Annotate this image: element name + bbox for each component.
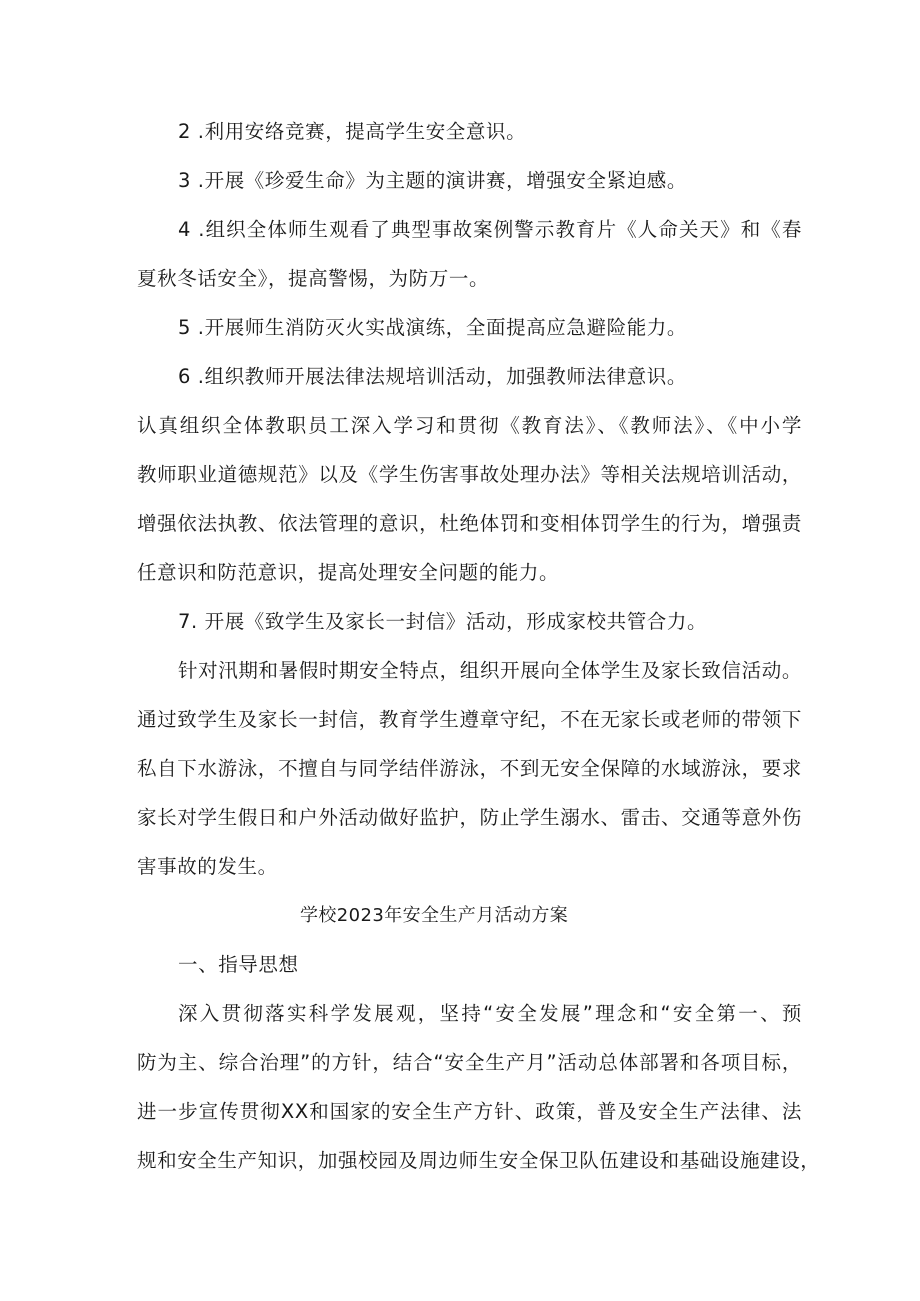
- paragraph-line: 教师职业道德规范》以及《学生伤害事故处理办法》等相关法规培训活动，: [137, 463, 802, 486]
- paragraph-line: 深入贯彻落实科学发展观，坚持“安全发展”理念和“安全第一、预: [178, 1002, 802, 1025]
- section-heading: 一、指导思想: [178, 953, 299, 976]
- paragraph-line: 家长对学生假日和户外活动做好监护，防止学生溺水、雷击、交通等意外伤: [137, 806, 802, 829]
- list-item-4-line-1: 4 .组织全体师生观看了典型事故案例警示教育片《人命关天》和《春: [178, 218, 802, 241]
- paragraph-line: 任意识和防范意识，提高处理安全问题的能力。: [137, 561, 560, 584]
- paragraph-line: 增强依法执教、依法管理的意识，杜绝体罚和变相体罚学生的行为，增强责: [137, 512, 802, 535]
- paragraph-line: 防为主、综合治理”的方针，结合“安全生产月”活动总体部署和各项目标，: [137, 1051, 802, 1074]
- paragraph-line: 私自下水游泳，不擅自与同学结伴游泳，不到无安全保障的水域游泳，要求: [137, 757, 802, 780]
- list-item-4-line-2: 夏秋冬话安全》，提高警惕，为防万一。: [137, 267, 490, 290]
- list-item-5: 5 .开展师生消防灭火实战演练，全面提高应急避险能力。: [178, 316, 688, 339]
- section-title: 学校2023年安全生产月活动方案: [300, 905, 569, 926]
- list-item-6: 6 .组织教师开展法律法规培训活动，加强教师法律意识。: [178, 365, 688, 388]
- paragraph-line: 通过致学生及家长一封信，教育学生遵章守纪，不在无家长或老师的带领下: [137, 708, 802, 731]
- paragraph-line: 进一步宣传贯彻XX和国家的安全生产方针、政策，普及安全生产法律、法: [137, 1100, 802, 1123]
- list-item-7: 7. 开展《致学生及家长一封信》活动，形成家校共管合力。: [178, 610, 708, 633]
- list-item-3: 3 .开展《珍爱生命》为主题的演讲赛，增强安全紧迫感。: [178, 169, 688, 192]
- paragraph-line: 害事故的发生。: [137, 855, 278, 878]
- list-item-2: 2 .利用安络竞赛，提高学生安全意识。: [178, 120, 527, 143]
- paragraph-line: 认真组织全体教职员工深入学习和贯彻《教育法》、《教师法》、《中小学: [137, 414, 802, 437]
- paragraph-line: 针对汛期和暑假时期安全特点，组织开展向全体学生及家长致信活动。: [178, 659, 802, 682]
- paragraph-line: 规和安全生产知识，加强校园及周边师生安全保卫队伍建设和基础设施建设，: [137, 1149, 821, 1172]
